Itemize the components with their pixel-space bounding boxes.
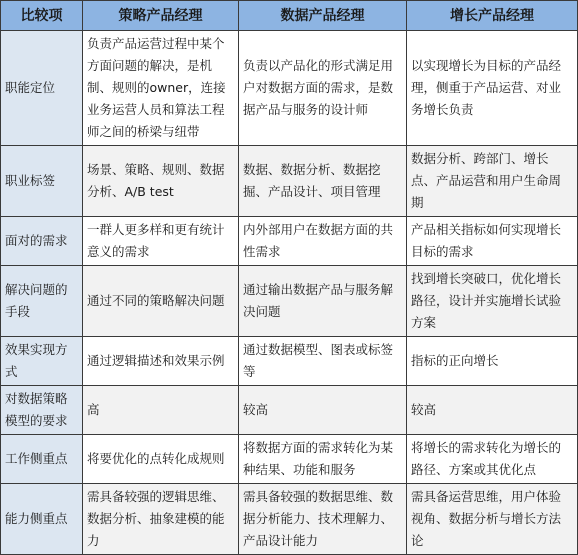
table-cell: 需具备较强的逻辑思维、数据分析、抽象建模的能力 (83, 484, 239, 555)
table-cell: 将要优化的点转化成规则 (83, 435, 239, 484)
table-cell: 指标的正向增长 (407, 337, 578, 386)
table-cell: 一群人更多样和更有统计意义的需求 (83, 217, 239, 266)
header-strategy-pm: 策略产品经理 (83, 1, 239, 31)
header-compare-item: 比较项 (1, 1, 83, 31)
table-cell: 通过不同的策略解决问题 (83, 266, 239, 337)
table-cell: 数据、数据分析、数据挖掘、产品设计、项目管理 (239, 146, 407, 217)
table-cell: 场景、策略、规则、数据分析、A/B test (83, 146, 239, 217)
table-cell: 内外部用户在数据方面的共性需求 (239, 217, 407, 266)
table-row (1, 337, 578, 386)
table-cell: 需具备运营思维，用户体验视角、数据分析与增长方法论 (407, 484, 578, 555)
table-row (1, 484, 578, 555)
header-row (1, 1, 578, 31)
table-cell: 找到增长突破口，优化增长路径，设计并实施增长试验方案 (407, 266, 578, 337)
row-label: 职业标签 (1, 146, 83, 217)
row-label: 对数据策略模型的要求 (1, 386, 83, 435)
table-cell: 通过输出数据产品与服务解决问题 (239, 266, 407, 337)
table-cell: 高 (83, 386, 239, 435)
row-label: 职能定位 (1, 31, 83, 146)
table-row (1, 217, 578, 266)
row-label: 面对的需求 (1, 217, 83, 266)
table-cell: 负责以产品化的形式满足用户对数据方面的需求，是数据产品与服务的设计师 (239, 31, 407, 146)
table-row (1, 266, 578, 337)
row-label: 解决问题的手段 (1, 266, 83, 337)
table-cell: 将数据方面的需求转化为某种结果、功能和服务 (239, 435, 407, 484)
table-cell: 较高 (407, 386, 578, 435)
table-cell: 较高 (239, 386, 407, 435)
table-cell: 通过数据模型、图表或标签等 (239, 337, 407, 386)
table-row (1, 435, 578, 484)
table-cell: 产品相关指标如何实现增长目标的需求 (407, 217, 578, 266)
table-cell: 以实现增长为目标的产品经理，侧重于产品运营、对业务增长负责 (407, 31, 578, 146)
table-cell: 将增长的需求转化为增长的路径、方案或其优化点 (407, 435, 578, 484)
header-growth-pm: 增长产品经理 (407, 1, 578, 31)
table-row (1, 31, 578, 146)
table-cell: 通过逻辑描述和效果示例 (83, 337, 239, 386)
row-label: 效果实现方式 (1, 337, 83, 386)
table-row (1, 146, 578, 217)
table-cell: 数据分析、跨部门、增长点、产品运营和用户生命周期 (407, 146, 578, 217)
table-row (1, 386, 578, 435)
header-data-pm: 数据产品经理 (239, 1, 407, 31)
row-label: 能力侧重点 (1, 484, 83, 555)
table-cell: 负责产品运营过程中某个方面问题的解决，是机制、规则的owner，连接业务运营人员和算法工程师之间的桥梁与纽带 (83, 31, 239, 146)
table-cell: 需具备较强的数据思维、数据分析能力、技术理解力、产品设计能力 (239, 484, 407, 555)
row-label: 工作侧重点 (1, 435, 83, 484)
